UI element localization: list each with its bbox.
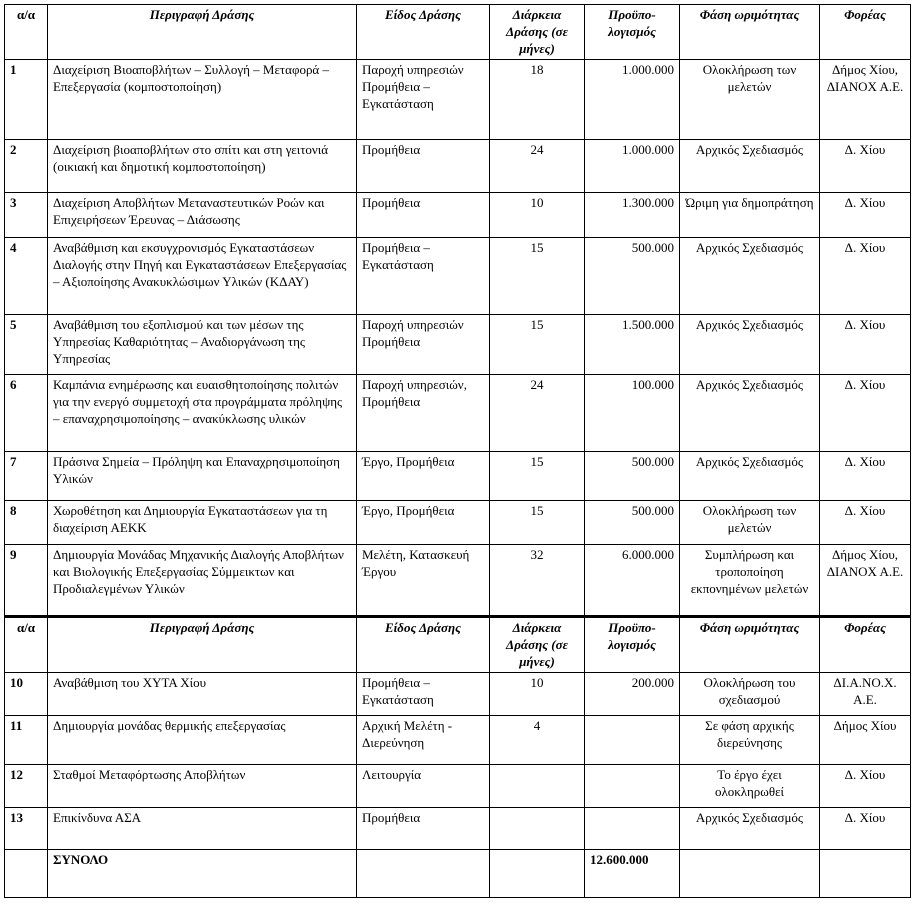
row-description: Διαχείριση βιοαποβλήτων στο σπίτι και στη γειτονιά (οικιακή και δημοτική κομποστοποίηση) <box>48 140 357 193</box>
row-number: 6 <box>5 375 48 452</box>
row-phase: Σε φάση αρχικής διερεύνησης <box>680 716 820 765</box>
table-row <box>5 716 911 765</box>
row-type: Προμήθεια <box>357 808 490 850</box>
total-label: ΣΥΝΟΛΟ <box>48 850 357 898</box>
row-duration: 15 <box>490 315 585 375</box>
row-budget <box>585 808 680 850</box>
row-type: Λειτουργία <box>357 765 490 808</box>
row-body: Δ. Χίου <box>820 193 911 238</box>
row-duration: 15 <box>490 501 585 545</box>
row-phase: Αρχικός Σχεδιασμός <box>680 238 820 315</box>
row-description: Αναβάθμιση και εκσυγχρονισμός Εγκαταστάσεων Διαλογής στην Πηγή και Εγκαταστάσεων Επεξεργασίας – Αξιοποίησης Ανακυκλώσιμων Υλικών (ΚΔΑΥ) <box>48 238 357 315</box>
row-duration: 15 <box>490 452 585 501</box>
row-type: Έργο, Προμήθεια <box>357 501 490 545</box>
row-body: Δ. Χίου <box>820 315 911 375</box>
table-row <box>5 193 911 238</box>
header-type: Είδος Δράσης <box>357 617 490 673</box>
row-description: Επικίνδυνα ΑΣΑ <box>48 808 357 850</box>
header-phase: Φάση ωριμότητας <box>680 5 820 60</box>
row-description: Δημιουργία Μονάδας Μηχανικής Διαλογής Αποβλήτων και Βιολογικής Επεξεργασίας Σύμμεικτων και Προδιαλεγμένων Υλικών <box>48 545 357 617</box>
row-duration: 15 <box>490 238 585 315</box>
header-duration: Διάρκεια Δράσης (σε μήνες) <box>490 617 585 673</box>
row-phase: Αρχικός Σχεδιασμός <box>680 808 820 850</box>
row-number: 13 <box>5 808 48 850</box>
row-phase: Ώριμη για δημοπράτηση <box>680 193 820 238</box>
total-value: 12.600.000 <box>585 850 680 898</box>
table-row <box>5 808 911 850</box>
row-number: 11 <box>5 716 48 765</box>
row-duration: 24 <box>490 140 585 193</box>
row-budget: 200.000 <box>585 673 680 716</box>
total-type-cell <box>357 850 490 898</box>
row-body: Δήμος Χίου, ΔΙΑΝΟΧ Α.Ε. <box>820 60 911 140</box>
repeated-header-row <box>5 617 911 673</box>
row-budget: 1.500.000 <box>585 315 680 375</box>
row-phase: Ολοκλήρωση των μελετών <box>680 60 820 140</box>
row-phase: Συμπλήρωση και τροποποίηση εκπονημένων μελετών <box>680 545 820 617</box>
row-duration: 32 <box>490 545 585 617</box>
row-number: 3 <box>5 193 48 238</box>
row-number: 4 <box>5 238 48 315</box>
header-budget: Προϋπο- λογισμός <box>585 5 680 60</box>
row-phase: Αρχικός Σχεδιασμός <box>680 140 820 193</box>
row-budget: 500.000 <box>585 238 680 315</box>
table-row <box>5 60 911 140</box>
row-type: Μελέτη, Κατασκευή Έργου <box>357 545 490 617</box>
table-row <box>5 452 911 501</box>
row-body: Δ. Χίου <box>820 765 911 808</box>
header-duration: Διάρκεια Δράσης (σε μήνες) <box>490 5 585 60</box>
row-body: ΔΙ.Α.ΝΟ.Χ. Α.Ε. <box>820 673 911 716</box>
row-budget <box>585 716 680 765</box>
row-body: Δ. Χίου <box>820 238 911 315</box>
row-type: Προμήθεια <box>357 140 490 193</box>
row-body: Δ. Χίου <box>820 375 911 452</box>
row-duration: 24 <box>490 375 585 452</box>
row-budget: 1.000.000 <box>585 60 680 140</box>
row-phase: Αρχικός Σχεδιασμός <box>680 315 820 375</box>
row-number: 12 <box>5 765 48 808</box>
table-row <box>5 375 911 452</box>
row-type: Προμήθεια <box>357 193 490 238</box>
row-body: Δήμος Χίου <box>820 716 911 765</box>
table-row <box>5 673 911 716</box>
row-type: Αρχική Μελέτη - Διερεύνηση <box>357 716 490 765</box>
row-number: 8 <box>5 501 48 545</box>
row-budget: 6.000.000 <box>585 545 680 617</box>
row-description: Σταθμοί Μεταφόρτωσης Αποβλήτων <box>48 765 357 808</box>
row-description: Διαχείριση Βιοαποβλήτων – Συλλογή – Μεταφορά – Επεξεργασία (κομποστοποίηση) <box>48 60 357 140</box>
row-description: Αναβάθμιση του ΧΥΤΑ Χίου <box>48 673 357 716</box>
row-phase: Αρχικός Σχεδιασμός <box>680 375 820 452</box>
row-number: 10 <box>5 673 48 716</box>
row-budget: 1.000.000 <box>585 140 680 193</box>
row-body: Δ. Χίου <box>820 452 911 501</box>
row-budget: 100.000 <box>585 375 680 452</box>
row-description: Αναβάθμιση του εξοπλισμού και των μέσων της Υπηρεσίας Καθαριότητας – Αναδιοργάνωση της Υπηρεσίας <box>48 315 357 375</box>
row-phase: Ολοκλήρωση του σχεδιασμού <box>680 673 820 716</box>
row-type: Προμήθεια – Εγκατάσταση <box>357 238 490 315</box>
row-number: 9 <box>5 545 48 617</box>
row-body: Δήμος Χίου, ΔΙΑΝΟΧ Α.Ε. <box>820 545 911 617</box>
row-type: Παροχή υπηρεσιών Προμήθεια – Εγκατάσταση <box>357 60 490 140</box>
row-body: Δ. Χίου <box>820 808 911 850</box>
row-type: Προμήθεια – Εγκατάσταση <box>357 673 490 716</box>
total-duration-cell <box>490 850 585 898</box>
row-duration: 10 <box>490 673 585 716</box>
row-number: 7 <box>5 452 48 501</box>
header-body: Φορέας <box>820 5 911 60</box>
header-budget: Προϋπο- λογισμός <box>585 617 680 673</box>
row-number: 1 <box>5 60 48 140</box>
table-row <box>5 315 911 375</box>
header-row <box>5 5 911 60</box>
header-description: Περιγραφή Δράσης <box>48 617 357 673</box>
actions-table <box>4 4 911 898</box>
table-row <box>5 501 911 545</box>
table-row <box>5 765 911 808</box>
row-budget: 1.300.000 <box>585 193 680 238</box>
table-row <box>5 545 911 617</box>
row-budget: 500.000 <box>585 452 680 501</box>
row-phase: Αρχικός Σχεδιασμός <box>680 452 820 501</box>
row-type: Παροχή υπηρεσιών, Προμήθεια <box>357 375 490 452</box>
header-aa: α/α <box>5 5 48 60</box>
row-duration <box>490 808 585 850</box>
header-type: Είδος Δράσης <box>357 5 490 60</box>
row-number: 2 <box>5 140 48 193</box>
header-body: Φορέας <box>820 617 911 673</box>
row-duration: 18 <box>490 60 585 140</box>
row-phase: Το έργο έχει ολοκληρωθεί <box>680 765 820 808</box>
row-duration: 10 <box>490 193 585 238</box>
row-description: Καμπάνια ενημέρωσης και ευαισθητοποίησης πολιτών για την ενεργό συμμετοχή στα προγράμματα πρόληψης – επαναχρησιμοποίησης – ανακύκλωσης υλικών <box>48 375 357 452</box>
row-phase: Ολοκλήρωση των μελετών <box>680 501 820 545</box>
row-description: Πράσινα Σημεία – Πρόληψη και Επαναχρησιμοποίηση Υλικών <box>48 452 357 501</box>
header-aa: α/α <box>5 617 48 673</box>
row-duration: 4 <box>490 716 585 765</box>
row-duration <box>490 765 585 808</box>
row-type: Παροχή υπηρεσιών Προμήθεια <box>357 315 490 375</box>
row-budget: 500.000 <box>585 501 680 545</box>
table-row <box>5 140 911 193</box>
total-body-cell <box>820 850 911 898</box>
table-row <box>5 238 911 315</box>
row-description: Δημιουργία μονάδας θερμικής επεξεργασίας <box>48 716 357 765</box>
row-budget <box>585 765 680 808</box>
total-number-cell <box>5 850 48 898</box>
row-description: Διαχείριση Αποβλήτων Μεταναστευτικών Ροών και Επιχειρήσεων Έρευνας – Διάσωσης <box>48 193 357 238</box>
row-description: Χωροθέτηση και Δημιουργία Εγκαταστάσεων για τη διαχείριση ΑΕΚΚ <box>48 501 357 545</box>
row-body: Δ. Χίου <box>820 140 911 193</box>
header-phase: Φάση ωριμότητας <box>680 617 820 673</box>
row-body: Δ. Χίου <box>820 501 911 545</box>
total-phase-cell <box>680 850 820 898</box>
header-description: Περιγραφή Δράσης <box>48 5 357 60</box>
total-row <box>5 850 911 898</box>
row-number: 5 <box>5 315 48 375</box>
row-type: Έργο, Προμήθεια <box>357 452 490 501</box>
